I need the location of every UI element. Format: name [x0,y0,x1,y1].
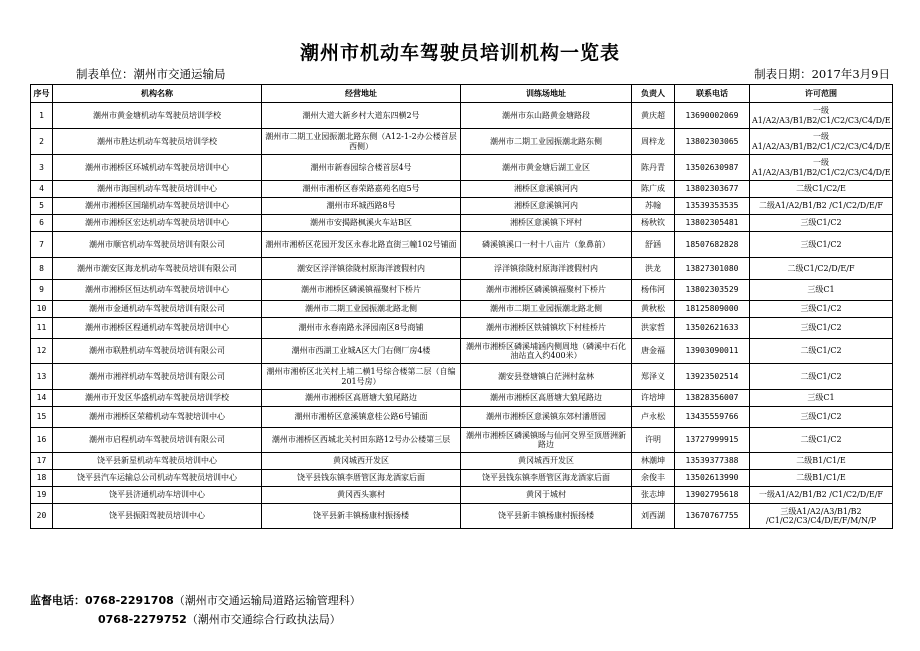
cell-business-address: 潮州市湘桥区春荣路嘉苑名庭5号 [262,181,461,198]
cell-name: 潮州市湘桥区国瑞机动车驾驶员培训中心 [53,198,262,215]
col-header-phone: 联系电话 [675,85,750,103]
cell-training-address: 潮州市东山路黄金塘路段 [461,103,632,129]
cell-training-address: 饶平县新丰镇杨康村振扬楼 [461,504,632,529]
cell-business-address: 潮州市西湖工业城A区大门右侧厂房4楼 [262,339,461,364]
cell-manager: 洪家哲 [632,318,675,339]
col-header-manager: 负责人 [632,85,675,103]
cell-training-address: 湘桥区意溪镇下坪村 [461,215,632,232]
cell-name: 潮州市湘桥区荣稽机动车驾驶培训中心 [53,407,262,428]
cell-phone: 13502613990 [675,470,750,487]
cell-business-address: 潮州市二期工业园振潮北路北侧 [262,301,461,318]
cell-business-address: 黄冈城西开发区 [262,453,461,470]
cell-license-scope: 一级 A1/A2/A3/B1/B2/C1/C2/C3/C4/D/E [750,103,893,129]
table-row [31,407,893,428]
cell-license-scope: 二级C1/C2/D/E/F [750,258,893,280]
cell-business-address: 潮州市湘桥区花园开发区永春北路直街三幢102号铺面 [262,232,461,258]
table-row [31,504,893,529]
cell-license-scope: 三级C1 [750,390,893,407]
table-row [31,258,893,280]
cell-training-address: 潮州市湘桥区高厝塘大狼尾路边 [461,390,632,407]
cell-license-scope: 一级A1/A2/B1/B2 /C1/C2/D/E/F [750,487,893,504]
cell-phone: 13502630987 [675,155,750,181]
cell-index: 3 [31,155,53,181]
header-row [31,85,893,103]
cell-license-scope: 三级C1/C2 [750,301,893,318]
cell-index: 1 [31,103,53,129]
cell-training-address: 潮州市湘桥区磷溪镇福聚村下桥片 [461,280,632,301]
cell-name: 潮州市顺官机动车驾驶员培训有限公司 [53,232,262,258]
cell-business-address: 潮安区浮洋镇徐陇村原海洋渡假村内 [262,258,461,280]
cell-business-address: 潮州市新春园综合楼首层4号 [262,155,461,181]
cell-training-address: 黄冈于城村 [461,487,632,504]
cell-name: 潮州市胜达机动车驾驶员培训学校 [53,129,262,155]
cell-training-address: 磷溪镇溪口一村十八亩片（象鼻前） [461,232,632,258]
cell-phone: 13802303677 [675,181,750,198]
cell-license-scope: 一级 A1/A2/A3/B1/B2/C1/C2/C3/C4/D/E [750,129,893,155]
cell-training-address: 潮州市黄金塘后湖工业区 [461,155,632,181]
cell-training-address: 潮州市湘桥区磷溪埔涵内侧周地（磷溪中石化油站直入约400米） [461,339,632,364]
cell-name: 潮州市黄金塘机动车驾驶员培训学校 [53,103,262,129]
cell-training-address: 黄冈城西开发区 [461,453,632,470]
supervision-line-2 [98,611,341,627]
issue-date: 制表日期：2017年3月9日 [754,67,890,81]
cell-license-scope: 一级 A1/A2/A3/B1/B2/C1/C2/C3/C4/D/E [750,155,893,181]
cell-manager: 卢永松 [632,407,675,428]
col-header-training-address: 训练场地址 [461,85,632,103]
cell-index: 12 [31,339,53,364]
cell-index: 19 [31,487,53,504]
cell-manager: 周梓龙 [632,129,675,155]
cell-phone: 13903090011 [675,339,750,364]
cell-index: 9 [31,280,53,301]
table-row [31,339,893,364]
cell-name: 饶平县振阳驾驶员培训中心 [53,504,262,529]
cell-manager: 刘西湖 [632,504,675,529]
cell-index: 4 [31,181,53,198]
cell-business-address: 潮州市湘桥区高厝塘大狼尾路边 [262,390,461,407]
cell-manager: 黄庆超 [632,103,675,129]
table-row [31,129,893,155]
cell-phone: 13902795618 [675,487,750,504]
cell-phone: 13923502514 [675,364,750,390]
cell-index: 18 [31,470,53,487]
cell-manager: 余俊丰 [632,470,675,487]
cell-business-address: 潮州市环城西路8号 [262,198,461,215]
cell-manager: 陈广成 [632,181,675,198]
page-title: 潮州市机动车驾驶员培训机构一览表 [299,42,620,64]
cell-index: 7 [31,232,53,258]
table-row [31,155,893,181]
cell-index: 17 [31,453,53,470]
cell-index: 15 [31,407,53,428]
cell-name: 潮州市启程机动车驾驶员培训有限公司 [53,428,262,453]
col-header-index: 序号 [31,85,53,103]
cell-training-address: 饶平县钱东镇李厝管区海龙酒家后面 [461,470,632,487]
cell-phone: 13435559766 [675,407,750,428]
cell-name: 潮州市金通机动车驾驶员培训有限公司 [53,301,262,318]
cell-name: 饶平县济通机动车培训中心 [53,487,262,504]
cell-license-scope: 二级B1/C1/E [750,453,893,470]
cell-name: 潮州市湘桥区恒达机动车驾驶员培训中心 [53,280,262,301]
cell-manager: 洪龙 [632,258,675,280]
supervision-desc-2: （潮州市交通综合行政执法局） [186,613,341,626]
cell-license-scope: 三级C1/C2 [750,407,893,428]
cell-phone: 13802305481 [675,215,750,232]
cell-training-address: 湘桥区意溪镇河内 [461,198,632,215]
cell-license-scope: 二级B1/C1/E [750,470,893,487]
cell-index: 16 [31,428,53,453]
institution-table [30,84,893,529]
cell-business-address: 潮州市永春南路永泽园南区8号商铺 [262,318,461,339]
cell-business-address: 潮州市湘桥区磷溪镇福聚村下桥片 [262,280,461,301]
cell-training-address: 潮州市二期工业园振潮北路东侧 [461,129,632,155]
cell-manager: 黄秋松 [632,301,675,318]
table-row [31,301,893,318]
cell-manager: 舒涵 [632,232,675,258]
cell-training-address: 潮州市二期工业园振潮北路北侧 [461,301,632,318]
cell-business-address: 黄冈西头寨村 [262,487,461,504]
cell-phone: 13502621633 [675,318,750,339]
table-row [31,453,893,470]
cell-license-scope: 三级A1/A2/A3/B1/B2 /C1/C2/C3/C4/D/E/F/M/N/P [750,504,893,529]
supervision-label: 监督电话： [30,594,85,607]
cell-name: 潮州市湘祥机动车驾驶员培训有限公司 [53,364,262,390]
table-row [31,198,893,215]
table-row [31,364,893,390]
col-header-name: 机构名称 [53,85,262,103]
table-row [31,103,893,129]
cell-phone: 13727999915 [675,428,750,453]
cell-business-address: 饶平县钱东镇李厝管区海龙酒家后面 [262,470,461,487]
cell-name: 潮州市湘桥区环城机动车驾驶员培训中心 [53,155,262,181]
cell-phone: 13690002069 [675,103,750,129]
cell-name: 潮州市潮安区海龙机动车驾驶员培训有限公司 [53,258,262,280]
cell-manager: 苏翰 [632,198,675,215]
cell-business-address: 潮州市安揭路枫溪火车站B区 [262,215,461,232]
cell-manager: 林潮坤 [632,453,675,470]
cell-license-scope: 三级C1/C2 [750,232,893,258]
cell-name: 潮州市联胜机动车驾驶员培训有限公司 [53,339,262,364]
cell-index: 2 [31,129,53,155]
supervision-desc-1: （潮州市交通运输局道路运输管理科） [173,594,361,607]
cell-index: 14 [31,390,53,407]
cell-business-address: 潮州市二期工业园振潮北路东侧（A12-1-2办公楼首层西侧） [262,129,461,155]
cell-index: 20 [31,504,53,529]
cell-index: 10 [31,301,53,318]
cell-business-address: 饶平县新丰镇杨康村振扬楼 [262,504,461,529]
cell-training-address: 浮洋镇徐陇村原海洋渡假村内 [461,258,632,280]
cell-index: 13 [31,364,53,390]
cell-phone: 18125809000 [675,301,750,318]
supervision-line-1 [30,592,361,608]
table-row [31,487,893,504]
cell-license-scope: 三级C1/C2 [750,215,893,232]
cell-phone: 13827301080 [675,258,750,280]
table-row [31,215,893,232]
cell-phone: 13670767755 [675,504,750,529]
col-header-business-address: 经营地址 [262,85,461,103]
cell-manager: 杨伟河 [632,280,675,301]
cell-license-scope: 二级C1/C2 [750,428,893,453]
table-row [31,470,893,487]
cell-phone: 13802303529 [675,280,750,301]
table-row [31,390,893,407]
cell-name: 潮州市海国机动车驾驶员培训中心 [53,181,262,198]
cell-phone: 18507682828 [675,232,750,258]
cell-license-scope: 二级C1/C2 [750,339,893,364]
cell-manager: 唐金福 [632,339,675,364]
cell-business-address: 潮州市湘桥区意溪镇意桂公路6号铺面 [262,407,461,428]
cell-name: 饶平县新星机动车驾驶员培训中心 [53,453,262,470]
col-header-license-scope: 许可范围 [750,85,893,103]
cell-manager: 许明 [632,428,675,453]
cell-name: 潮州市湘桥区程通机动车驾驶员培训中心 [53,318,262,339]
cell-manager: 陈丹青 [632,155,675,181]
cell-manager: 许培坤 [632,390,675,407]
cell-manager: 张志坤 [632,487,675,504]
cell-training-address: 湘桥区意溪镇河内 [461,181,632,198]
cell-business-address: 潮州市湘桥区北关村上埔二横1号综合楼第二层（自编201号房） [262,364,461,390]
cell-business-address: 潮州市湘桥区西城北关村田东路12号办公楼第三层 [262,428,461,453]
cell-training-address: 潮州市湘桥区铁铺镇坎下村桂桥片 [461,318,632,339]
cell-phone: 13828356007 [675,390,750,407]
issuing-unit: 制表单位：潮州市交通运输局 [76,67,226,81]
supervision-phone-1: 0768-2291708 [85,594,174,607]
cell-index: 11 [31,318,53,339]
cell-index: 8 [31,258,53,280]
cell-business-address: 潮州大道大新乡村大道东四横2号 [262,103,461,129]
cell-phone: 13539377388 [675,453,750,470]
cell-name: 潮州市开发区华盛机动车驾驶员培训学校 [53,390,262,407]
cell-index: 6 [31,215,53,232]
table-row [31,232,893,258]
table-row [31,181,893,198]
cell-license-scope: 三级C1 [750,280,893,301]
table-row [31,428,893,453]
supervision-phone-2: 0768-2279752 [98,613,187,626]
cell-license-scope: 三级C1/C2 [750,318,893,339]
cell-phone: 13539353535 [675,198,750,215]
cell-license-scope: 二级A1/A2/B1/B2 /C1/C2/D/E/F [750,198,893,215]
cell-phone: 13802303065 [675,129,750,155]
table-row [31,280,893,301]
cell-name: 潮州市湘桥区宏达机动车驾驶员培训中心 [53,215,262,232]
cell-name: 饶平县汽车运输总公司机动车驾驶员培训中心 [53,470,262,487]
cell-training-address: 潮州市湘桥区磷溪镇旸与仙河交界至顶厝洲新路边 [461,428,632,453]
cell-license-scope: 二级C1/C2 [750,364,893,390]
cell-manager: 郑泽义 [632,364,675,390]
cell-training-address: 潮州市湘桥区意溪镇东郊村潘厝园 [461,407,632,428]
table-row [31,318,893,339]
cell-manager: 杨秋钦 [632,215,675,232]
cell-license-scope: 二级C1/C2/E [750,181,893,198]
cell-training-address: 潮安县登塘镇白茫洲村盆林 [461,364,632,390]
cell-index: 5 [31,198,53,215]
